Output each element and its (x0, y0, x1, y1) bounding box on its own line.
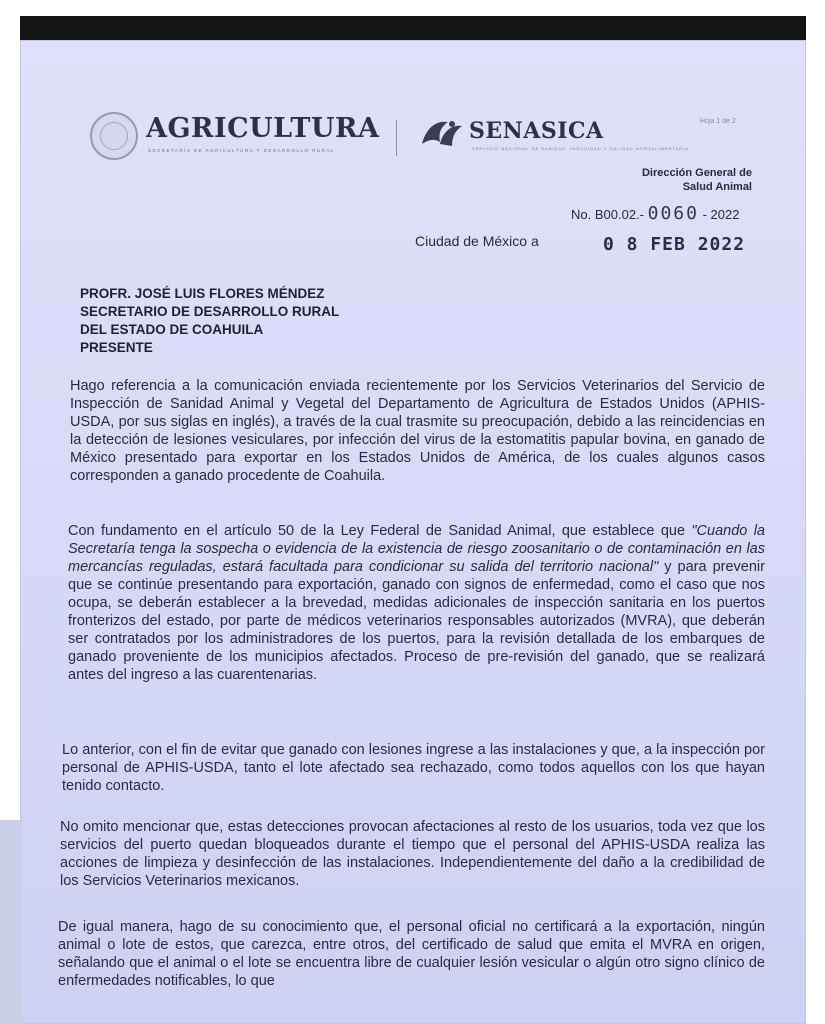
mexico-seal-icon (90, 112, 138, 160)
agriculture-brand: AGRICULTURA (146, 113, 380, 144)
direction-block (642, 166, 752, 194)
date-stamp: 0 8 FEB 2022 (603, 234, 746, 255)
paragraph-4-text: No omito mencionar que, estas detecciones provocan afectaciones al resto de los usuarios, toda vez que los servicios del puerto quedan bloqueados durante el tiempo que el personal del APHIS-USDA realiza las acciones de limpieza y desinfección de las instalaciones. Independientemente del daño a la credibilidad de los Servicios Veterinarios mexicanos. (60, 819, 765, 889)
senasica-subtitle: SERVICIO NACIONAL DE SANIDAD, INOCUIDAD Y CALIDAD AGROALIMENTARIA (472, 146, 689, 151)
paragraph-3-text: Lo anterior, con el fin de evitar que ganado con lesiones ingrese a las instalaciones y que, a la inspección por personal de APHIS-USDA, tanto el lote afectado sea rechazado, como todos aquellos con los que hayan tenido contacto. (62, 742, 765, 794)
paragraph-1-text: Hago referencia a la comunicación enviada recientemente por los Servicios Veterinarios del Servicio de Inspección de Sanidad Animal y Vegetal del Departamento de Agricultura de Estados Unidos (APHIS-USDA, por sus siglas en inglés), a través de la cual trasmite su preocupación, debido a las reincidencias en la detección de lesiones vesiculares, por infección del virus de la estomatitis papular bovina, en ganado de México presentado para exportar en los Estados Unidos de América, de los cuales algunos casos corresponden a ganado procedente de Coahuila. (70, 378, 765, 484)
direction-line-2: Salud Animal (682, 181, 752, 193)
recipient-block (80, 285, 339, 357)
paragraph-1 (70, 377, 765, 485)
recipient-presente: PRESENTE (80, 340, 153, 355)
page-label: Hoja 1 de 2 (700, 118, 736, 125)
scan-left-edge (0, 820, 22, 1024)
paragraph-3 (62, 741, 765, 795)
recipient-entity: DEL ESTADO DE COAHUILA (80, 322, 264, 337)
oficio-prefix: No. B00.02.- (571, 207, 644, 222)
senasica-logo-icon (418, 114, 466, 154)
paragraph-2-quote: "Cuando la Secretaría tenga la sospecha o evidencia de la existencia de riesgo zoosanitario o de contaminación en las mercancías reguladas, estará facultada para condicionar su salida del territorio nacional" (68, 523, 765, 575)
recipient-name: PROFR. JOSÉ LUIS FLORES MÉNDEZ (80, 286, 325, 301)
direction-line-1: Dirección General de (641, 167, 752, 179)
paragraph-2-lead: Con fundamento en el artículo 50 de la Ley Federal de Sanidad Animal, que establece que (68, 523, 692, 539)
paragraph-2-rest: y para prevenir que se continúe presentando para exportación, ganado con signos de enfermedad, como el caso que nos ocupa, se deberán establecer a la brevedad, medidas adicionales de inspección sanitaria en los puertos fronterizos del estado, por parte de médicos veterinarios responsables autorizados (MVRA), que deberán ser contratados por los administradores de los puertos, para la revisión detallada de los embarques de ganado proveniente de los municipios afectados. Proceso de pre-revisión del ganado, que se realizará antes del ingreso a las cuarentenarias. (68, 559, 765, 683)
paragraph-2 (68, 522, 765, 684)
header-divider (396, 120, 397, 156)
paragraph-5-text: De igual manera, hago de su conocimiento que, el personal oficial no certificará a la exportación, ningún animal o lote de estos, que carezca, entre otros, del certificado de salud que emita el MVRA en origen, señalando que el animal o el lote se encuentra libre de cualquier lesión vesicular o algún otro signo clínico de enfermedades notificables, lo que (58, 919, 765, 989)
place-text: Ciudad de México a (415, 233, 539, 249)
recipient-title: SECRETARIO DE DESARROLLO RURAL (80, 304, 340, 319)
oficio-suffix: - 2022 (702, 207, 740, 222)
senasica-brand: SENASICA (469, 118, 604, 144)
oficio-stamped-number: 0060 (647, 203, 699, 224)
oficio-number (571, 203, 739, 224)
agriculture-subtitle: SECRETARÍA DE AGRICULTURA Y DESARROLLO RURAL (148, 148, 335, 153)
paragraph-4 (60, 818, 765, 890)
paragraph-5 (58, 918, 765, 990)
